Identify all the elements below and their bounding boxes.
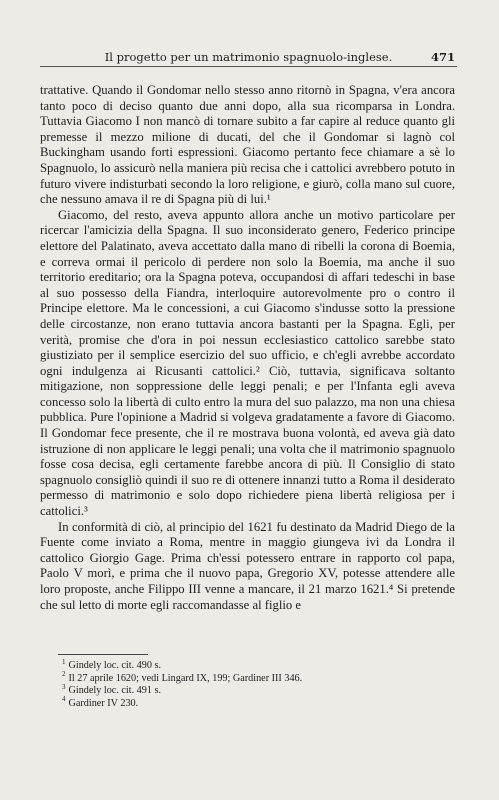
main-text [40,83,455,613]
footnote-divider [58,654,148,655]
paragraph-2: Giacomo, del resto, aveva appunto allora anche un motivo particolare per ricercar l'amicizia della Spagna. Il suo inconsiderato genero, Federico principe elettore del Palatinato, aveva accettato dalla mano di ribelli la corona di Boemia, e correva ormai il pericolo di perdere non solo la Boemia, ma anche il suo territorio ereditario; ora la Spagna poteva, occupandosi di affari tedeschi in base al suo possesso della Fiandra, interloquire autorevolmente pro o contro il Principe elettore. Ma le concessioni, a cui Giacomo s'indusse sotto la pressione delle circostanze, non erano tuttavia ancora bastanti per la Spagna. Egli, per verità, promise che d'ora in poi nessun ecclesiastico cattolico sarebbe stato giustiziato per il semplice esercizio del suo ufficio, e ch'egli avrebbe accordato ogni indulgenza ai Ricusanti cattolici.² Ciò, tuttavia, significava soltanto mitigazione, non soppressione delle leggi penali; e per l'Infanta egli aveva concesso solo la libertà di culto entro la mura del suo palazzo, ma non una chiesa pubblica. Pure l'opinione a Madrid si volgeva gradatamente a favore di Giacomo. Il Gondomar fece presente, che il re mostrava buona volontà, ed aveva già dato istruzione di non applicare le leggi penali; una volta che il matrimonio spagnuolo fosse cosa decisa, egli certamente farebbe ancora di più. Il Consiglio di stato spagnuolo consigliò quindi il suo re di ottenere innanzi tutto a Roma il desiderato permesso di matrimonio e solo dopo richiedere piena libertà religiosa per i cattolici.³ [40,207,455,519]
footnote-1: $^1$ Gindely loc. cit. 490 s. [62,657,162,671]
footnote-3: $^3$ Gindely loc. cit. 491 s. [62,682,162,697]
footnote-2: $^2$ Il 27 aprile 1620; vedi Lingard IX, 199; Gardiner III 346. [62,670,303,684]
running-header [40,50,457,67]
footnotes [62,657,442,710]
running-title: Il progetto per un matrimonio spagnuolo-inglese. [104,50,393,64]
footnote-4: $^4$ Gardiner IV 230. [62,695,139,709]
paragraph-3: In conformità di ciò, al principio del 1621 fu destinato da Madrid Diego de la Fuente come inviato a Roma, mentre in maggio giungeva ivi da Londra il cattolico Giorgio Gage. Prima ch'essi potessero entrare in rapporto col papa, Paolo V morì, e prima che il nuovo papa, Gregorio XV, potesse attendere alle loro proposte, anche Filippo III venne a mancare, il 21 marzo 1621.⁴ Si pretende che sul letto di morte egli raccomandasse al figlio e [40,519,455,612]
page-number: 471 [430,50,455,64]
paragraph-1: trattative. Quando il Gondomar nello stesso anno ritornò in Spagna, v'era ancora tanto poco di deciso quanto due anni dopo, alla sua ricomparsa in Londra. Tuttavia Giacomo I non mancò di tornare subito a far capire al reduce quanto gli premesse il mezzo milione di ducati, del che il Gondomar si lagnò col Buckingham usando forti espressioni. Giacomo pertanto fece chiamare a sè lo Spagnuolo, lo assicurò nella maniera più recisa che i cattolici avrebbero potuto in futuro vivere indisturbati secondo la loro religione, e giurò, colla mano sul cuore, che nessuno amava il re di Spagna più di lui.¹ [40,83,455,207]
